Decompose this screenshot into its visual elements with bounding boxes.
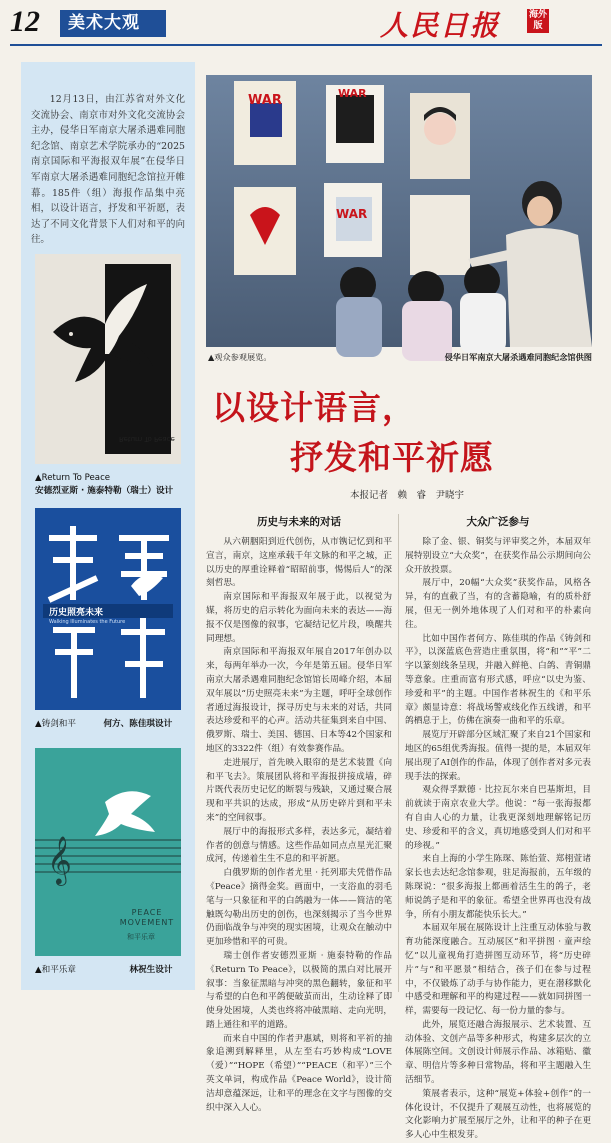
column-1-paragraph: 走进展厅，首先映入眼帘的是艺术装置《向和平飞去》。策展团队将和平海报拼接成墙，碎片既代表历史记忆的断裂与残缺，又通过聚合展现和平共识的达成，形成“从历史碎片到和平未来”的空间叙事。 — [206, 757, 392, 823]
column-2-paragraph: 策展者表示，这种“展览+体验+创作”的一体化设计，不仅提升了观展互动性，也将展览的文化影响力扩展至展厅之外，让和平的种子在更多人心中生根发芽。 — [405, 1088, 591, 1141]
poster-2-caption — [35, 718, 185, 731]
poster-3-text: PEACE MOVEMENT — [119, 908, 175, 927]
poster-1-caption — [35, 472, 185, 498]
article-column-2 — [405, 511, 591, 1141]
poster-1-author: 安德烈亚斯 · 施泰特勒（瑞士）设计 — [35, 486, 174, 496]
svg-text:𝄞: 𝄞 — [47, 835, 72, 884]
exhibition-photo — [206, 75, 592, 347]
article-column-1 — [206, 511, 392, 1113]
dove-poster-image — [35, 254, 181, 464]
column-2-paragraph: 除了金、银、铜奖与评审奖之外，本届双年展特别设立“大众奖”，在获奖作品公示期间向公众开放投票。 — [405, 537, 591, 575]
poster-peace-movement — [35, 748, 181, 956]
poster-2-title: ▲铸剑和平 — [35, 719, 76, 729]
poster-2-author: 何方、陈佳琪设计 — [103, 719, 173, 729]
photo-caption-text: ▲观众参观展览。 — [208, 352, 272, 362]
column-divider — [398, 514, 399, 992]
column-1-paragraph: 而来自中国的作者尹惠斌，则将和平祈的抽象追溯到解释里，从左至右巧妙构成“LOVE（爱）”“HOPE（希望）”“PEACE（和平）”三个英文单词，构成作品《Peace World》，设计简洁却意蕴深远，让和平的理念在文字与图像的交织中深入人心。 — [206, 1033, 392, 1113]
column-1-subhead: 历史与未来的对话 — [257, 516, 341, 528]
column-1-paragraph: 南京国际和平海报双年展自2017年创办以来，每两年举办一次，今年是第五届。侵华日军南京大屠杀遇难同胞纪念馆馆长周峰介绍，本届双年展以“历史照亮未来”为主题，呼吁全球创作者通过海报设计，探寻历史与未来的对话，共同表达珍爱和平的心声。活动共征集到来自中国、俄罗斯、瑞士、美国、德国、日本等42个国家和地区的3322件（组）有效参赛作品。 — [206, 647, 392, 754]
poster-2-text: 历史照亮未来 — [49, 608, 104, 618]
column-1-paragraph: 南京国际和平海报双年展于此，以视觉为媒，将历史的启示转化为面向未来的表达——海报不仅是图像的叙事，它凝结记忆片段，唤醒共同理想。 — [206, 592, 392, 644]
poster-3-author: 林祝生设计 — [129, 965, 173, 975]
column-2-subhead: 大众广泛参与 — [466, 516, 530, 528]
sidebar-panel — [21, 62, 195, 990]
intro-text: 12月13日，由江苏省对外文化交流协会、南京市对外文化交流协会主办，侵华日军南京大屠杀遇难同胞纪念馆、南京艺术学院承办的“2025南京国际和平海报双年展”在侵华日军南京大屠杀遇难同胞纪念馆拉开帷幕。185件（组）海报作品集中亮相，以设计语言，抒发和平祈愿，表达了不同文化背景下人们对和平的向往。 — [31, 94, 185, 246]
column-2-paragraph: 比如中国作者何方、陈佳琪的作品《铸剑和平》，以深蓝底色营造庄重氛围，将“和”“平”二字以篆刻线条呈现，并融入鲜艳、白鸽、青铜鼎等意象。庄重而富有形式感，呼应“以史为鉴、珍爱和平”的主题。中国作者林祝生的《和平乐章》颇显诗意：将战场警戒线化作五线谱，和平鸽栖息于上，仿佛在演奏一曲和平的乐章。 — [405, 633, 591, 727]
poster-3-caption — [35, 964, 185, 977]
page-number: 12 — [10, 5, 40, 38]
byline: 本报记者 赖 睿 尹晓宇 — [350, 490, 465, 501]
section-title: 美术大观 — [60, 10, 166, 37]
column-2-paragraph: 展览厅开辟部分区域汇聚了来自21个国家和地区的65组优秀海报。值得一提的是，本届双年展出现了AI创作的作品，体现了创作者对多元表现手法的探索。 — [405, 730, 591, 782]
photo-poster-word-3: WAR — [336, 207, 368, 221]
column-1-paragraph: 展厅中的海报形式多样，表达多元，凝结着作者的创意与情感。这些作品如同点点星光汇聚成河，传递着生生不息的和平祈愿。 — [206, 826, 392, 865]
column-2-paragraph: 此外，展览还融合海报展示、艺术装置、互动体验、文创产品等多种形式，构建多层次的立体展陈空间。文创设计师展示作品、冰箱贴、徽章、明信片等多种日常物品，将和平主题融入生活细节。 — [405, 1019, 591, 1086]
column-1-paragraph: 从六朝胭阳到近代创伤，从市镌记忆到和平宣言，南京，这座承载千年文脉的和平之城，正以历史的厚重诠释着“昭昭前事，惕惕后人”的深刻哲思。 — [206, 537, 392, 589]
poster-2-subtext: Walking Illuminates the Future — [49, 619, 126, 625]
column-2-paragraph: 来自上海的小学生陈琛、陈怡萱、郑栩萱诸家长也去达纪念馆参观，驻足海报前，五年级的陈琛说：“很多海报上都画着活生生的鸽子，老师说鸽子是和平的象征。希望全世界再也没有战争，所有小朋友都能快乐长大。” — [405, 854, 591, 920]
poster-1-title: ▲Return To Peace — [35, 473, 111, 483]
column-2-paragraph: 本届双年展在展陈设计上注重互动体验与教育功能深度融合。互动展区“和平拼图 · 童声绘忆”以儿童视角打造拼图互动环节，将“历史碎片”与“和平愿景”相结合，孩子们在参与过程中，不仅锻炼了动手与协作能力，更在潜移默化中感受和理解和平的构建过程——就如同拼图一样，需要每一段记忆、每一份力量的参与。 — [405, 923, 591, 1017]
photo-poster-word-1: WAR — [248, 93, 282, 108]
poster-3-subtext: 和平乐章 — [127, 933, 155, 941]
column-1-paragraph: 瑞士创作者安德烈亚斯 · 施泰特勒的作品《Return To Peace》，以极简的黑白对比展开叙事：当象征黑暗与冲突的黑色翻转，象征和平与希望的白色和平鸽便破茧而出，生动诠释了即使身处困境，人类也终将冲破黑暗、走向光明，踏上通往和平的道路。 — [206, 950, 392, 1030]
newspaper-logo: 人民日报 — [380, 9, 501, 42]
page-header — [0, 0, 611, 46]
photo-credit: 侵华日军南京大屠杀遇难同胞纪念馆供图 — [444, 352, 592, 362]
column-1-paragraph: 白俄罗斯的创作者尤里 · 托列耶夫凭借作品《Peace》摘得金奖。画面中，一支浴血的羽毛笔与一只象征和平的白鸽融为一体——简洁的笔触既勾勒出历史的创伤，也深刻揭示了当今世界仍面临战争与冲突的现实困境，让观众在触动中更加珍惜和平的可贵。 — [206, 868, 392, 948]
poster-return-to-peace — [35, 254, 181, 464]
edition-badge: 海外版 — [528, 10, 547, 31]
headline-line-2: 抒发和平祈愿 — [290, 438, 494, 477]
column-2-paragraph: 展厅中，20幅“大众奖”获奖作品，风格各异，有的直截了当，有的含蓄隐喻，有的质朴舒展，但无一例外地体现了人们对和平的朴素向往。 — [405, 578, 591, 630]
column-2-paragraph: 观众得孚默德 · 比拉瓦尔来自巴基斯坦，目前就读于南京农业大学。他说：“每一张海报都有自由人心的力量，让我更深刻地理解铭记历史、珍爱和平的含义，真切地感受到人们对和平的珍视。” — [405, 785, 591, 851]
photo-poster-word-2: WAR — [338, 87, 367, 100]
poster-history-lights-future — [35, 508, 181, 710]
visitors-photo-image — [206, 75, 592, 347]
headline-line-1: 以设计语言， — [212, 388, 416, 427]
poster-3-title: ▲和平乐章 — [35, 965, 76, 975]
poster-1-text: Return To Peace — [119, 435, 175, 443]
header-divider — [10, 44, 602, 46]
